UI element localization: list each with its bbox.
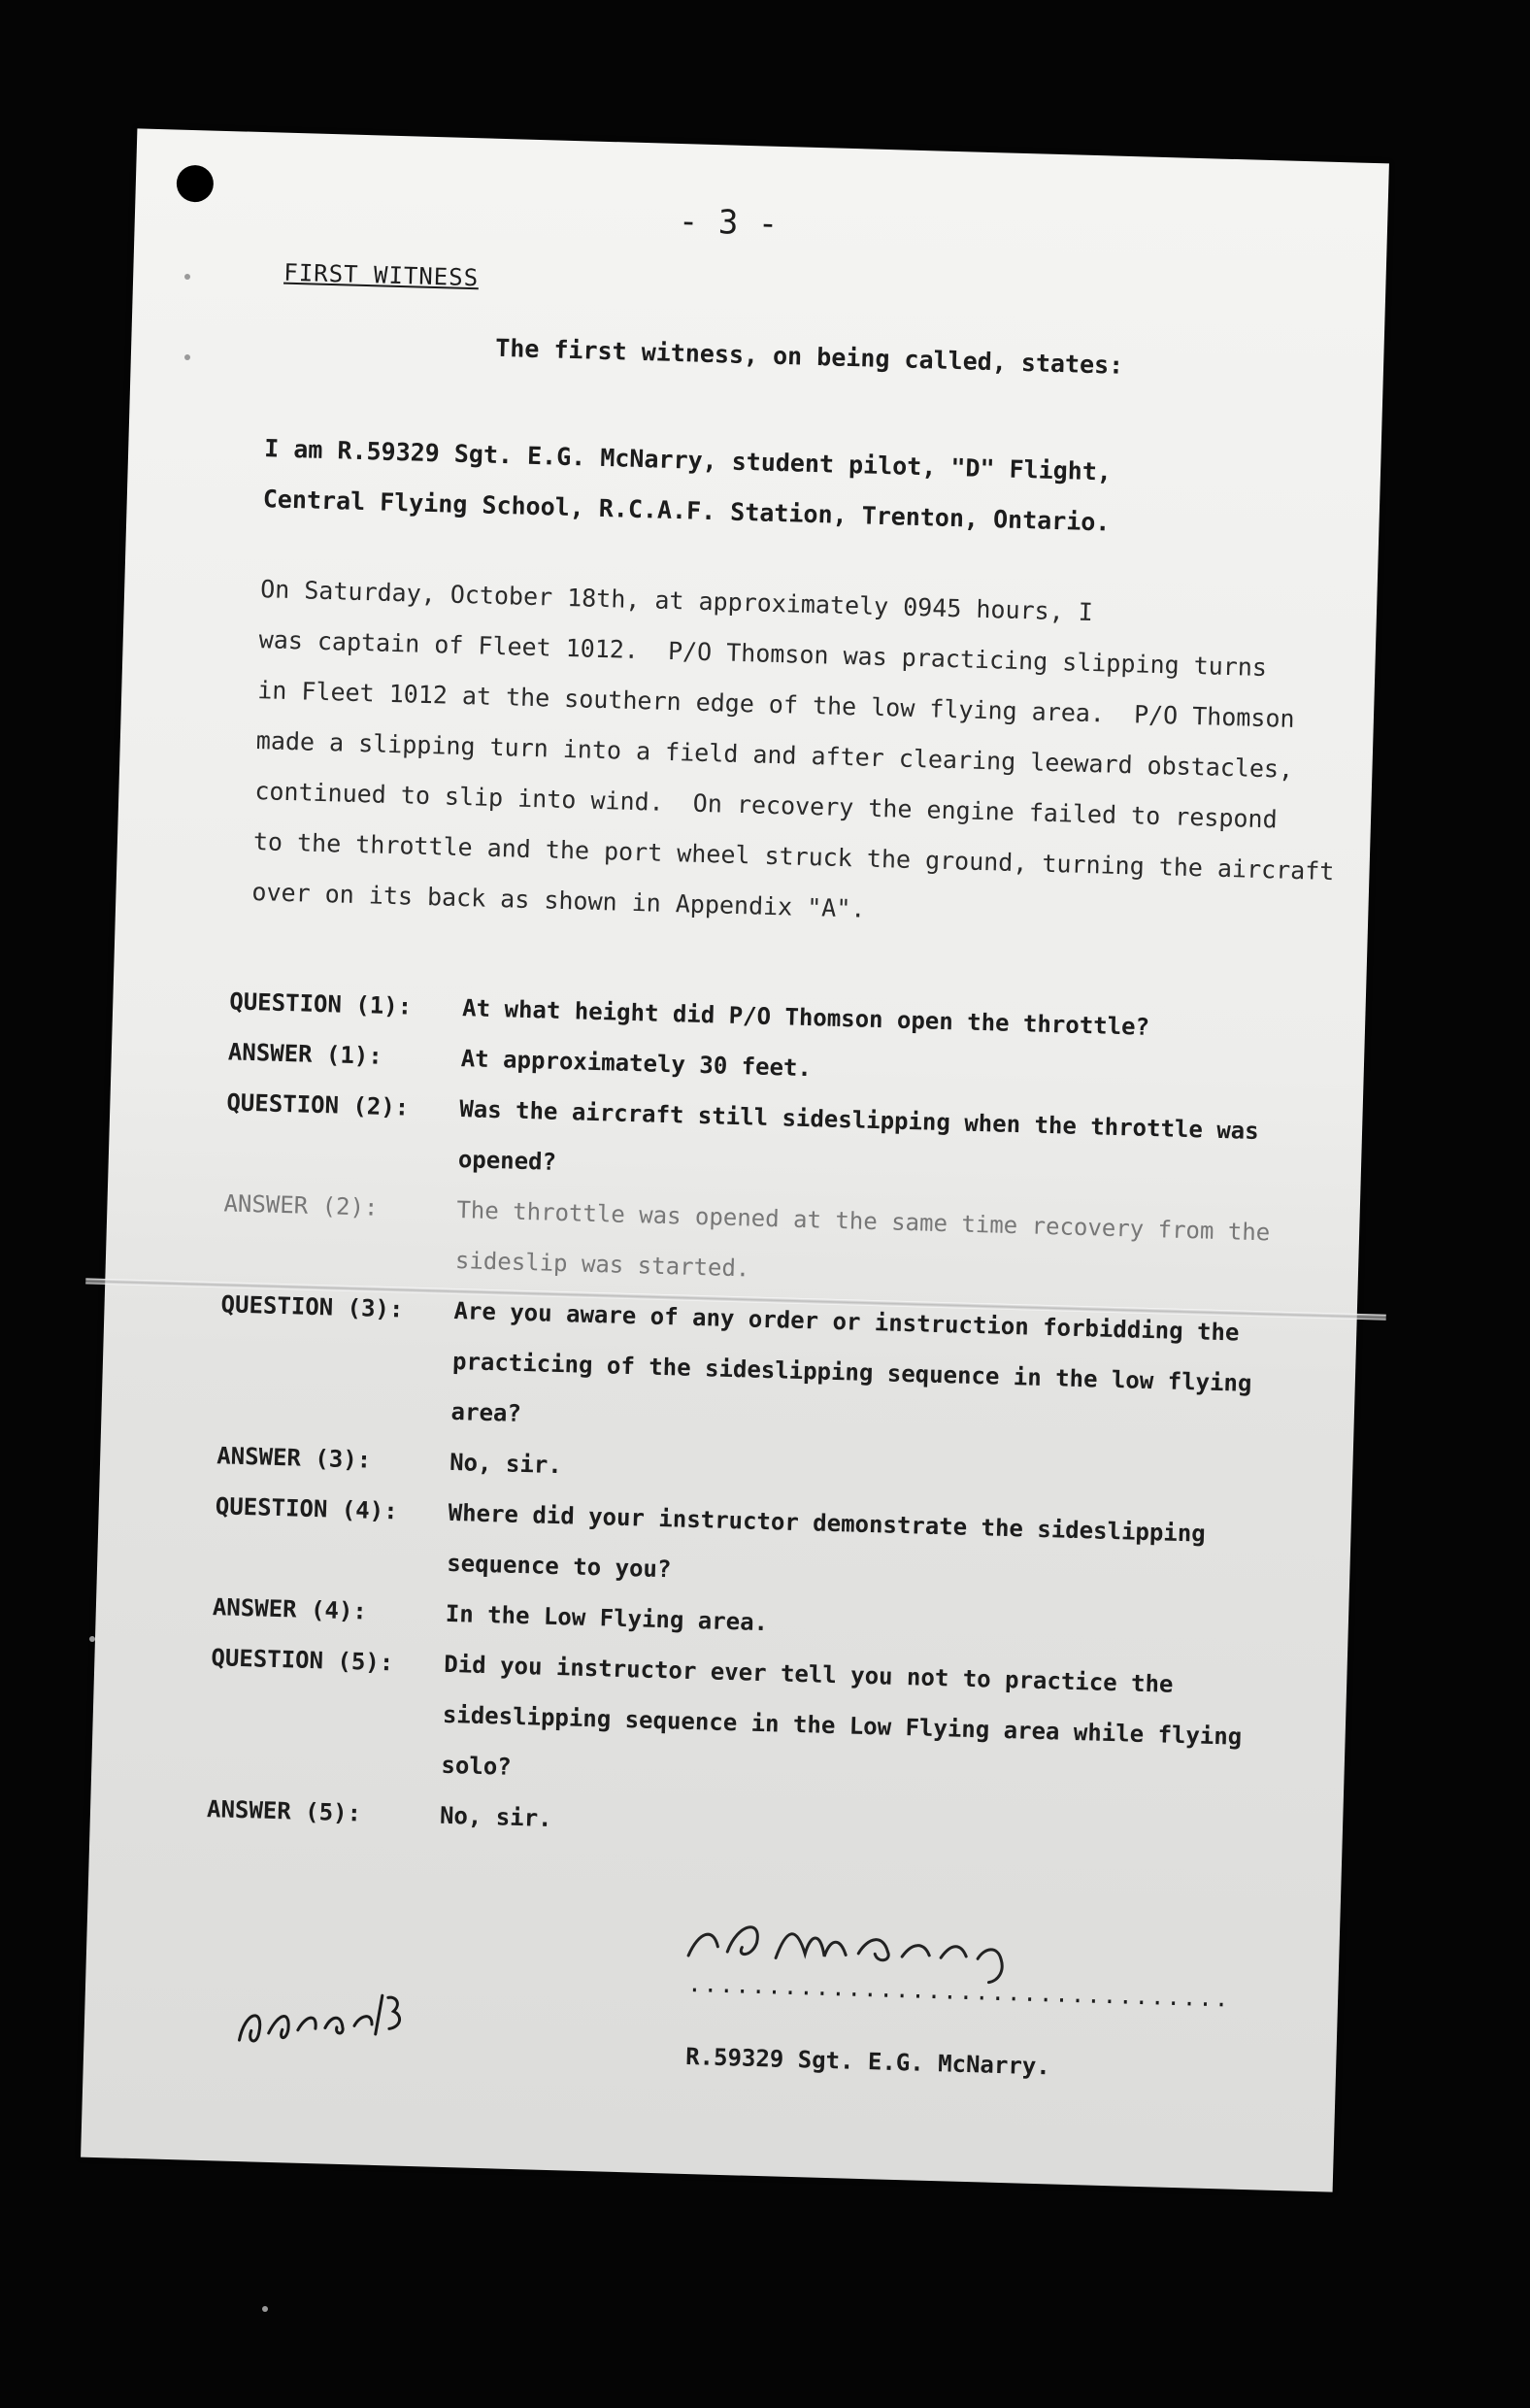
answer-label: ANSWER (2): bbox=[223, 1189, 379, 1221]
identification-paragraph: I am R.59329 Sgt. E.G. McNarry, student pilot, "D" Flight, Central Flying School, R.C.A.F. Station, Trenton, Ontario. bbox=[262, 434, 1113, 537]
answer-text: The throttle was opened at the same time recovery from the sideslip was started. bbox=[454, 1196, 1271, 1283]
document-page bbox=[81, 128, 1389, 2191]
answer-label: ANSWER (1): bbox=[227, 1038, 383, 1070]
page-number: - 3 - bbox=[678, 202, 779, 244]
question-label: QUESTION (1): bbox=[228, 987, 413, 1020]
answer-text: In the Low Flying area. bbox=[445, 1599, 769, 1637]
punch-hole bbox=[176, 165, 214, 203]
question-label: QUESTION (2): bbox=[226, 1088, 410, 1121]
qa-row bbox=[217, 1279, 1250, 1459]
answer-label: ANSWER (4): bbox=[212, 1593, 368, 1625]
signature-name: R.59329 Sgt. E.G. McNarry. bbox=[684, 2042, 1051, 2081]
question-label: QUESTION (5): bbox=[211, 1644, 394, 1677]
account-paragraph: On Saturday, October 18th, at approximately 0945 hours, I was captain of Fleet 1012. P/O Thomson was practicing slipping turns in Fleet 1012 at the southern edge of the low flying area. P/O Thomson made a slipping turn into a field and after clearing leeward obstacles, continued to slip into wind. On recovery the engine failed to respond to the throttle and the port wheel struck the ground, turning the aircraft over on its back as shown in Appendix "A". bbox=[251, 575, 1335, 923]
answer-text: No, sir. bbox=[439, 1801, 552, 1832]
question-text: Where did your instructor demonstrate the sideslipping sequence to you? bbox=[446, 1498, 1207, 1584]
question-label: QUESTION (3): bbox=[220, 1290, 404, 1323]
scan-speck bbox=[89, 1636, 95, 1642]
scan-speck bbox=[262, 2306, 268, 2312]
qa-block bbox=[206, 976, 1271, 1862]
answer-text: At approximately 30 feet. bbox=[460, 1045, 813, 1083]
question-text: Did you instructor ever tell you not to practice the sideslipping sequence in the Low Flying area while flying solo? bbox=[441, 1650, 1243, 1781]
section-heading: FIRST WITNESS bbox=[283, 258, 480, 292]
qa-row bbox=[208, 1632, 1241, 1813]
signature-line: .................................. bbox=[686, 1969, 1231, 2013]
answer-label: ANSWER (5): bbox=[206, 1795, 362, 1827]
scan-speck bbox=[184, 354, 190, 360]
question-text: Was the aircraft still sideslipping when the throttle was opened? bbox=[457, 1095, 1260, 1176]
question-text: At what height did P/O Thomson open the throttle? bbox=[461, 994, 1150, 1041]
answer-text: No, sir. bbox=[449, 1448, 563, 1480]
question-label: QUESTION (4): bbox=[215, 1492, 399, 1525]
answer-label: ANSWER (3): bbox=[216, 1442, 372, 1474]
question-text: Are you aware of any order or instruction forbidding the practicing of the sideslipping sequence in the low flying area? bbox=[450, 1296, 1252, 1427]
scan-speck bbox=[184, 274, 190, 280]
intro-paragraph: The first witness, on being called, states: bbox=[494, 333, 1124, 380]
handwritten-initials bbox=[229, 1972, 425, 2065]
